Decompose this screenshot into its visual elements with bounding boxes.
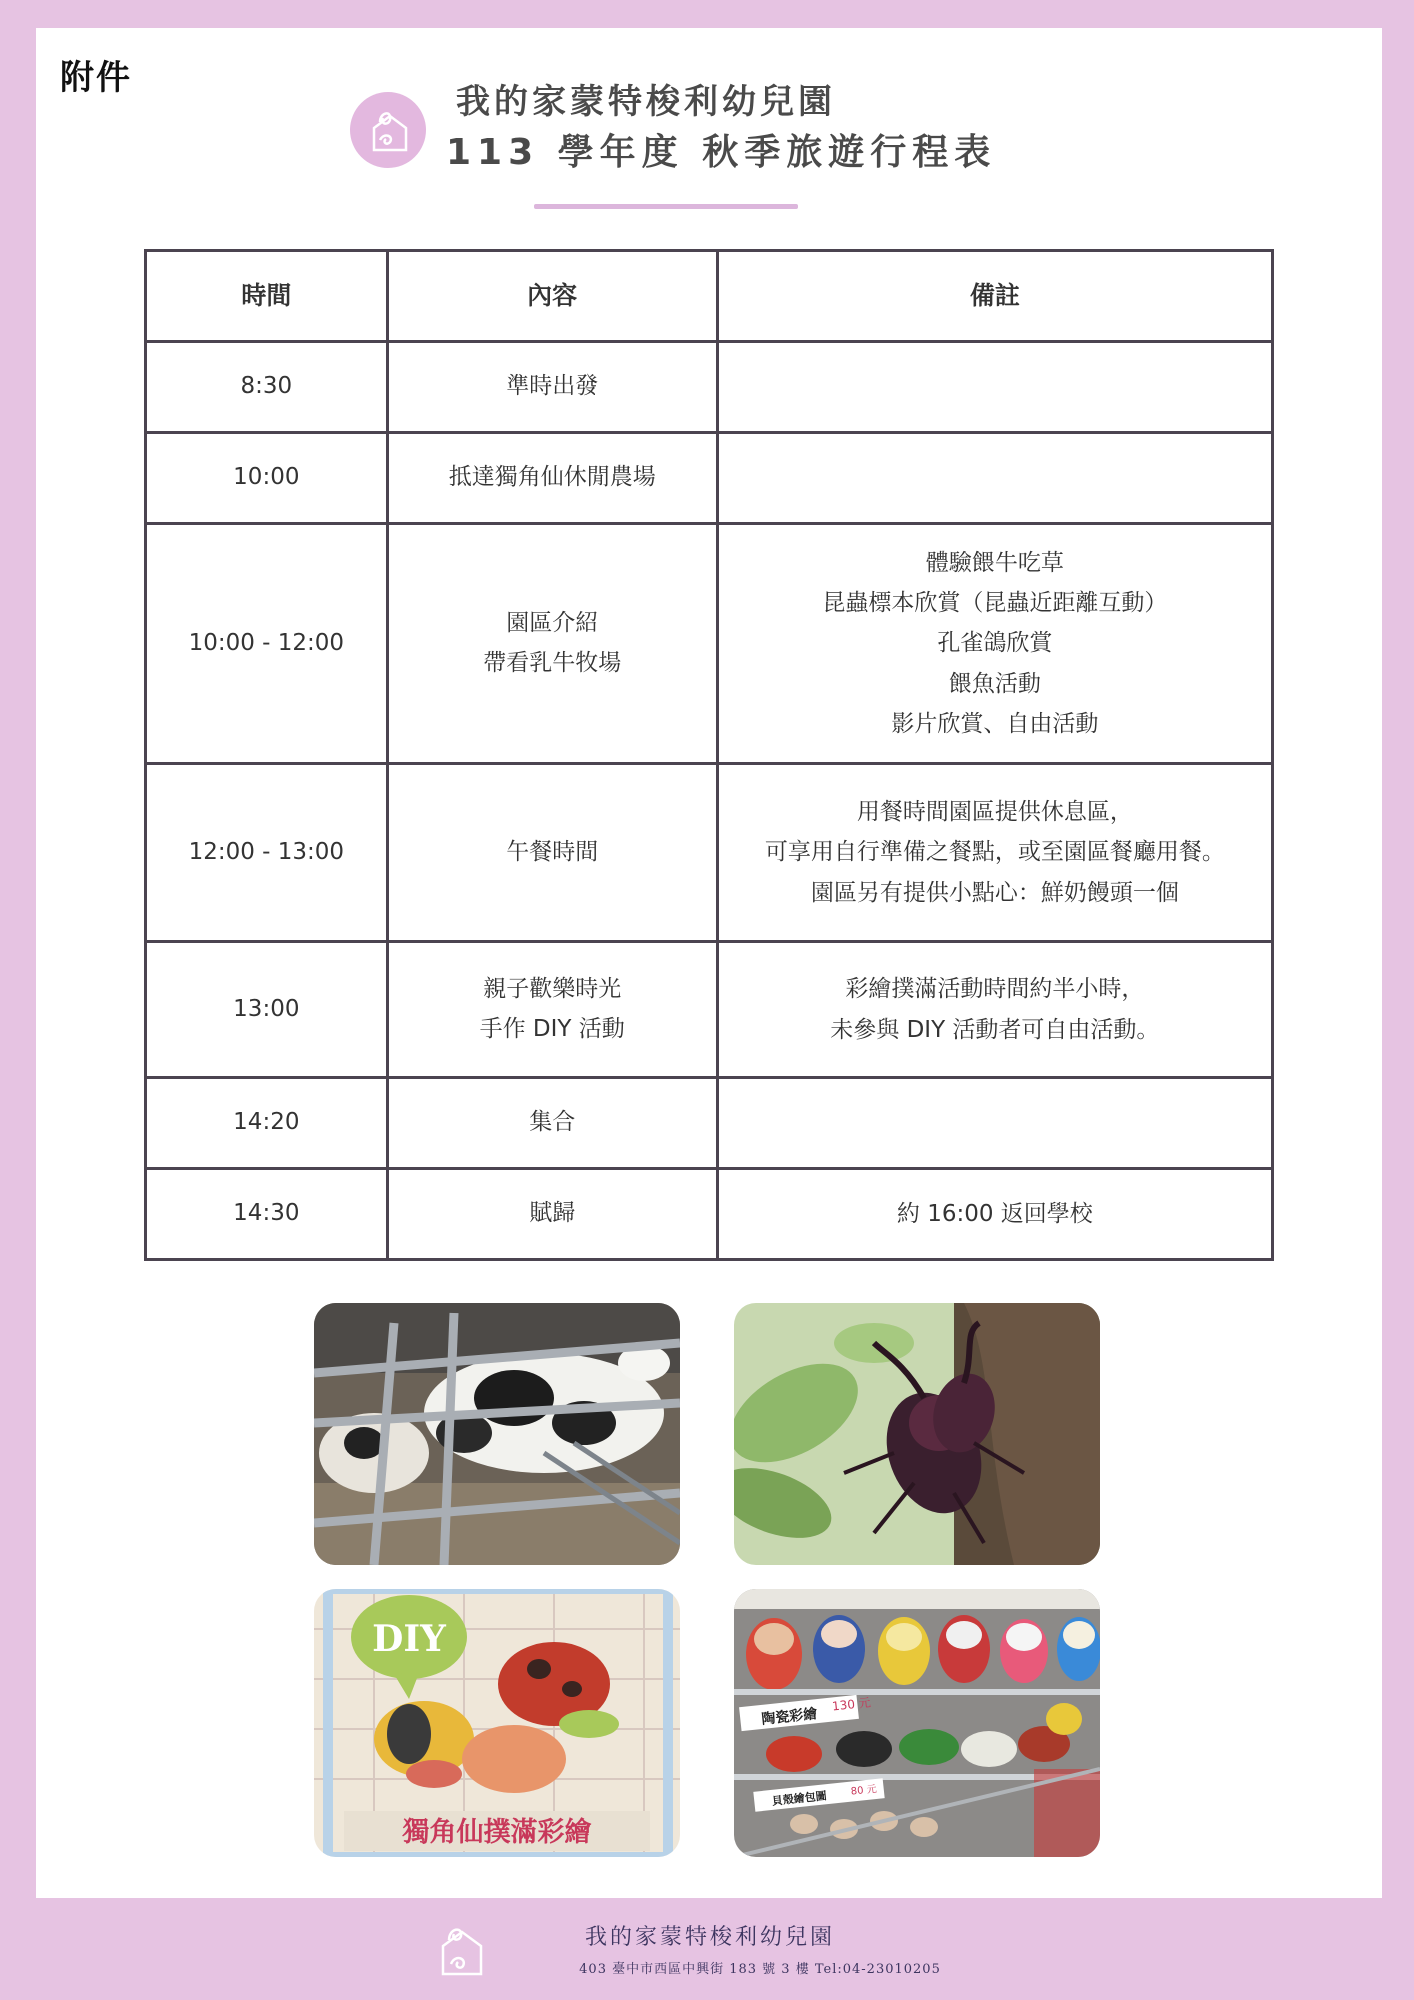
time-cell: 12:00 - 13:00 [146, 764, 388, 942]
note-line: 用餐時間園區提供休息區， [856, 799, 1133, 826]
note-cell [717, 1169, 1272, 1260]
content-cell [387, 342, 717, 433]
time-cell: 10:00 - 12:00 [146, 524, 388, 764]
beetle-photo [734, 1303, 1100, 1565]
table-row [146, 1169, 1273, 1260]
shelf-label-2: 貝殼繪包圖 [771, 1789, 828, 1808]
figurines-shelf-photo [734, 1589, 1100, 1857]
cow-photo [314, 1303, 680, 1565]
time-cell: 14:30 [146, 1169, 388, 1260]
attachment-label: 附件 [60, 58, 132, 98]
house-logo-icon [350, 92, 426, 168]
time-cell: 14:20 [146, 1078, 388, 1169]
header-content: 內容 [387, 251, 717, 342]
schedule-title: 113 學年度 秋季旅遊行程表 [446, 132, 997, 173]
title-underline [534, 204, 798, 209]
content-line: 午餐時間 [506, 838, 599, 865]
diy-sign-text: DIY [372, 1618, 446, 1660]
cow-image [314, 1303, 680, 1565]
note-line: 可享用自行準備之餐點，或至園區餐廳用餐。 [764, 839, 1225, 866]
content-line: 園區介紹 [506, 610, 599, 637]
note-line: 彩繪撲滿活動時間約半小時， [845, 976, 1145, 1003]
content-cell [387, 1078, 717, 1169]
footer-logo-icon [435, 1922, 489, 1980]
note-line: 未參與 DIY 活動者可自由活動。 [830, 1016, 1160, 1043]
content-cell [387, 1169, 717, 1260]
content-line: 抵達獨角仙休閒農場 [448, 464, 656, 491]
table-row [146, 1078, 1273, 1169]
content-cell [387, 764, 717, 942]
note-line: 餵魚活動 [948, 670, 1041, 697]
shelf-label-1: 陶瓷彩繪 [760, 1706, 819, 1728]
time-cell: 13:00 [146, 942, 388, 1078]
school-title: 我的家蒙特梭利幼兒園 [456, 82, 836, 122]
note-line: 約 16:00 返回學校 [896, 1200, 1093, 1227]
content-line: 準時出發 [506, 373, 599, 400]
content-line: 賦歸 [529, 1200, 576, 1227]
shelf-image [734, 1589, 1100, 1857]
note-cell [717, 524, 1272, 764]
diy-photo [314, 1589, 680, 1857]
note-line: 園區另有提供小點心：鮮奶饅頭一個 [810, 879, 1179, 906]
table-row [146, 342, 1273, 433]
photo-gallery [314, 1303, 1100, 1848]
note-line: 影片欣賞、自由活動 [891, 710, 1099, 737]
content-line: 集合 [529, 1109, 576, 1136]
schedule-table [144, 249, 1274, 1261]
header-time: 時間 [146, 251, 388, 342]
table-row [146, 524, 1273, 764]
footer-address: 403 臺中市西區中興街 183 號 3 樓 Tel:04-23010205 [579, 1962, 941, 1977]
content-cell [387, 942, 717, 1078]
shelf-price-2: 80 元 [850, 1783, 878, 1798]
school-logo [350, 92, 426, 168]
footer-school-name: 我的家蒙特梭利幼兒園 [584, 1925, 835, 1950]
content-cell [387, 433, 717, 524]
content-line: 手作 DIY 活動 [479, 1015, 625, 1042]
diy-caption-text: 獨角仙撲滿彩繪 [402, 1817, 592, 1848]
diy-image [314, 1589, 680, 1857]
shelf-price-1: 130 元 [831, 1695, 872, 1714]
header-note: 備註 [717, 251, 1272, 342]
note-cell [717, 1078, 1272, 1169]
content-line: 親子歡樂時光 [483, 976, 622, 1003]
table-row [146, 433, 1273, 524]
note-cell [717, 942, 1272, 1078]
note-cell [717, 764, 1272, 942]
time-cell: 10:00 [146, 433, 388, 524]
note-cell [717, 342, 1272, 433]
time-cell: 8:30 [146, 342, 388, 433]
note-cell [717, 433, 1272, 524]
table-row [146, 764, 1273, 942]
note-line: 體驗餵牛吃草 [925, 549, 1064, 576]
content-cell [387, 524, 717, 764]
beetle-image [734, 1303, 1100, 1565]
document-page [36, 28, 1382, 1898]
note-line: 昆蟲標本欣賞（昆蟲近距離互動） [822, 590, 1168, 617]
note-line: 孔雀鴿欣賞 [937, 630, 1053, 657]
content-line: 帶看乳牛牧場 [483, 649, 622, 676]
table-row [146, 942, 1273, 1078]
